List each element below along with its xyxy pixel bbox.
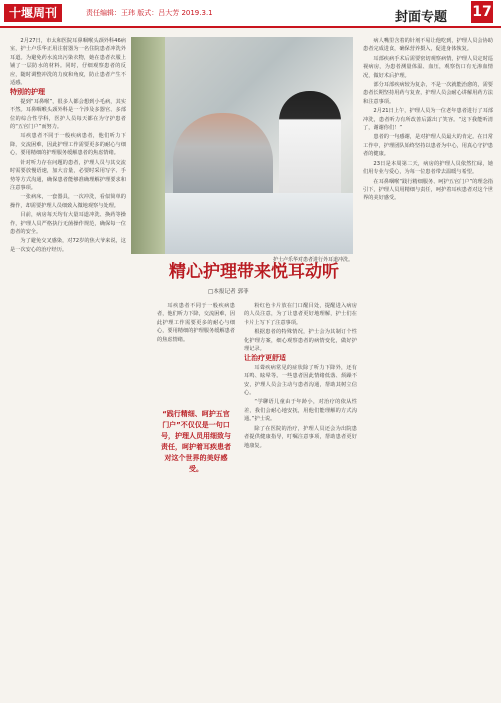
page-header [0, 0, 501, 28]
curtain [131, 37, 165, 254]
paragraph: 部分耳部疾病较为复杂，不是一次就能治愈的，需要患者长期坚持用药与复查，护理人员会耐心讲解用药方法和注意事项。 [363, 82, 493, 105]
paragraph: 病人嘴里含着的针剂不易让他吃到，护理人员会协助患者完成进食，确保营养摄入，促进身体恢复。 [363, 38, 493, 53]
article-column-1 [10, 37, 126, 703]
article-column-4 [363, 37, 493, 703]
hospital-bed [165, 193, 353, 254]
paragraph: 2月27日，市太和医院耳鼻咽喉头颈外科46病室，护士卢乐华正用注射器为一名住院患者冲洗外耳道。为避免药水流出污染衣物，她在患者衣服上铺了一层防水的材料。同时，仔细观察患者的反应，随时调整冲洗的力度和角度，防止患者产生不适感。 [10, 38, 126, 87]
article-headline: 精心护理带来悦耳动听 [169, 262, 339, 282]
paragraph: 提到“耳鼻喉”，很多人都会想到小毛病，其实不然。耳鼻咽喉头颈外科是一个涉及多器官、多部位的综合性学科，医护人员每天都在为守护患者的“五官门户”而努力。 [10, 98, 126, 131]
photo-caption: 护士卢乐华对患者进行外耳道冲洗。 [272, 257, 353, 263]
page-number: 17 [471, 1, 493, 23]
article-byline: □本报记者 郭菲 [208, 289, 249, 295]
subheading: 特别的护理 [10, 88, 45, 97]
paragraph: 耳部疾病手术后需要密切观察病情，护理人员定时巡视病房，为患者测量体温、血压，观察伤口有无渗血情况，做好术后护理。 [363, 55, 493, 79]
subheading: 让治疗更舒适 [244, 354, 286, 363]
paragraph: 23日是本周第二天，病房的护理人员依然忙碌，她们用专业与爱心，为每一位患者带去温暖与希望。 [363, 160, 493, 176]
paragraph: 除了在医院的治疗，护理人员还会为出院患者提供健康指导，叮嘱注意事项，帮助患者更好地康复。 [244, 425, 357, 449]
paragraph: 2月21日上午，护理人员为一位老年患者进行了耳部冲洗，患者听力有所改善后露出了笑容。“这下我能听清了，谢谢你们！” [363, 108, 493, 132]
paragraph: 针对听力存在问题的患者，护理人员与其交流时需要放慢语速，加大音量，必要时采用写字、手势等方式沟通，确保患者能够准确理解护理要求和注意事项。 [10, 159, 126, 191]
paragraph: 患者的一句感谢，是对护理人员最大的肯定。在日常工作中，护理团队始终坚持以患者为中心，用真心守护患者的健康。 [363, 134, 493, 158]
article-column-2 [157, 302, 235, 400]
paragraph: 根据患者的特殊情况，护士会为其制订个性化护理方案，细心观察患者的病情变化，做好护理记录。 [244, 329, 357, 353]
paragraph: 耳聋疾病常见的症状除了听力下降外，还有耳鸣、眩晕等。一些患者因此情绪低落、烦躁不安，护理人员会主动与患者沟通，帮助其树立信心。 [244, 364, 357, 397]
editor-info: 责任编辑：王玮 版式：吕大芳 2019.3.1 [86, 9, 213, 17]
paragraph: 为了避免交叉感染，对72岁的焦大爷来说，这是一次安心的治疗经历。 [10, 238, 126, 253]
paragraph: 粉红色卡片放在门口醒目处，提醒进入病房的人员注意，为了让患者更好地理解，护士们在卡片上写下了注意事项。 [244, 303, 357, 326]
section-title: 封面专题 [394, 10, 447, 25]
paragraph: 耳疾患者不同于一般疾病患者，他们听力下降，交流困难，因此护理工作需要更多的耐心与细心，要用精细的护理服务缓解患者的焦虑情绪。 [157, 303, 235, 343]
publication-logo: 十堰周刊 [4, 4, 62, 22]
paragraph: 耳疾患者不同于一般疾病患者，他们听力下降，交流困难，因此护理工作需要更多的耐心与细心，要用精细的护理服务缓解患者的焦虑情绪。 [10, 133, 126, 157]
article-column-3 [244, 302, 357, 703]
nurse-patient-photo [131, 37, 353, 254]
paragraph: 目前，病房每天均有大量耳道冲洗、换药等操作，护理人员严格执行无菌操作规范，确保每一位患者的安全。 [10, 212, 126, 235]
paragraph: 一张病床，一套器具，一次冲洗，看似简单的操作，却需要护理人员细致入微地观察与处理。 [10, 194, 126, 209]
paragraph: “学聊语儿童由于年龄小，对治疗的依从性差，我们会耐心地安抚，用他们能理解的方式沟通。”护士说。 [244, 399, 357, 423]
paragraph: 在耳鼻咽喉“践行精细服务、呵护五官门户”的理念指引下，护理人员用精细与责任，呵护着耳疾患者对这个世界的美好感受。 [363, 178, 493, 202]
pull-quote: “践行精细、呵护五官门户”不仅仅是一句口号，护理人员用细致与责任，呵护着耳疾患者对这个世界的美好感受。 [161, 410, 231, 473]
